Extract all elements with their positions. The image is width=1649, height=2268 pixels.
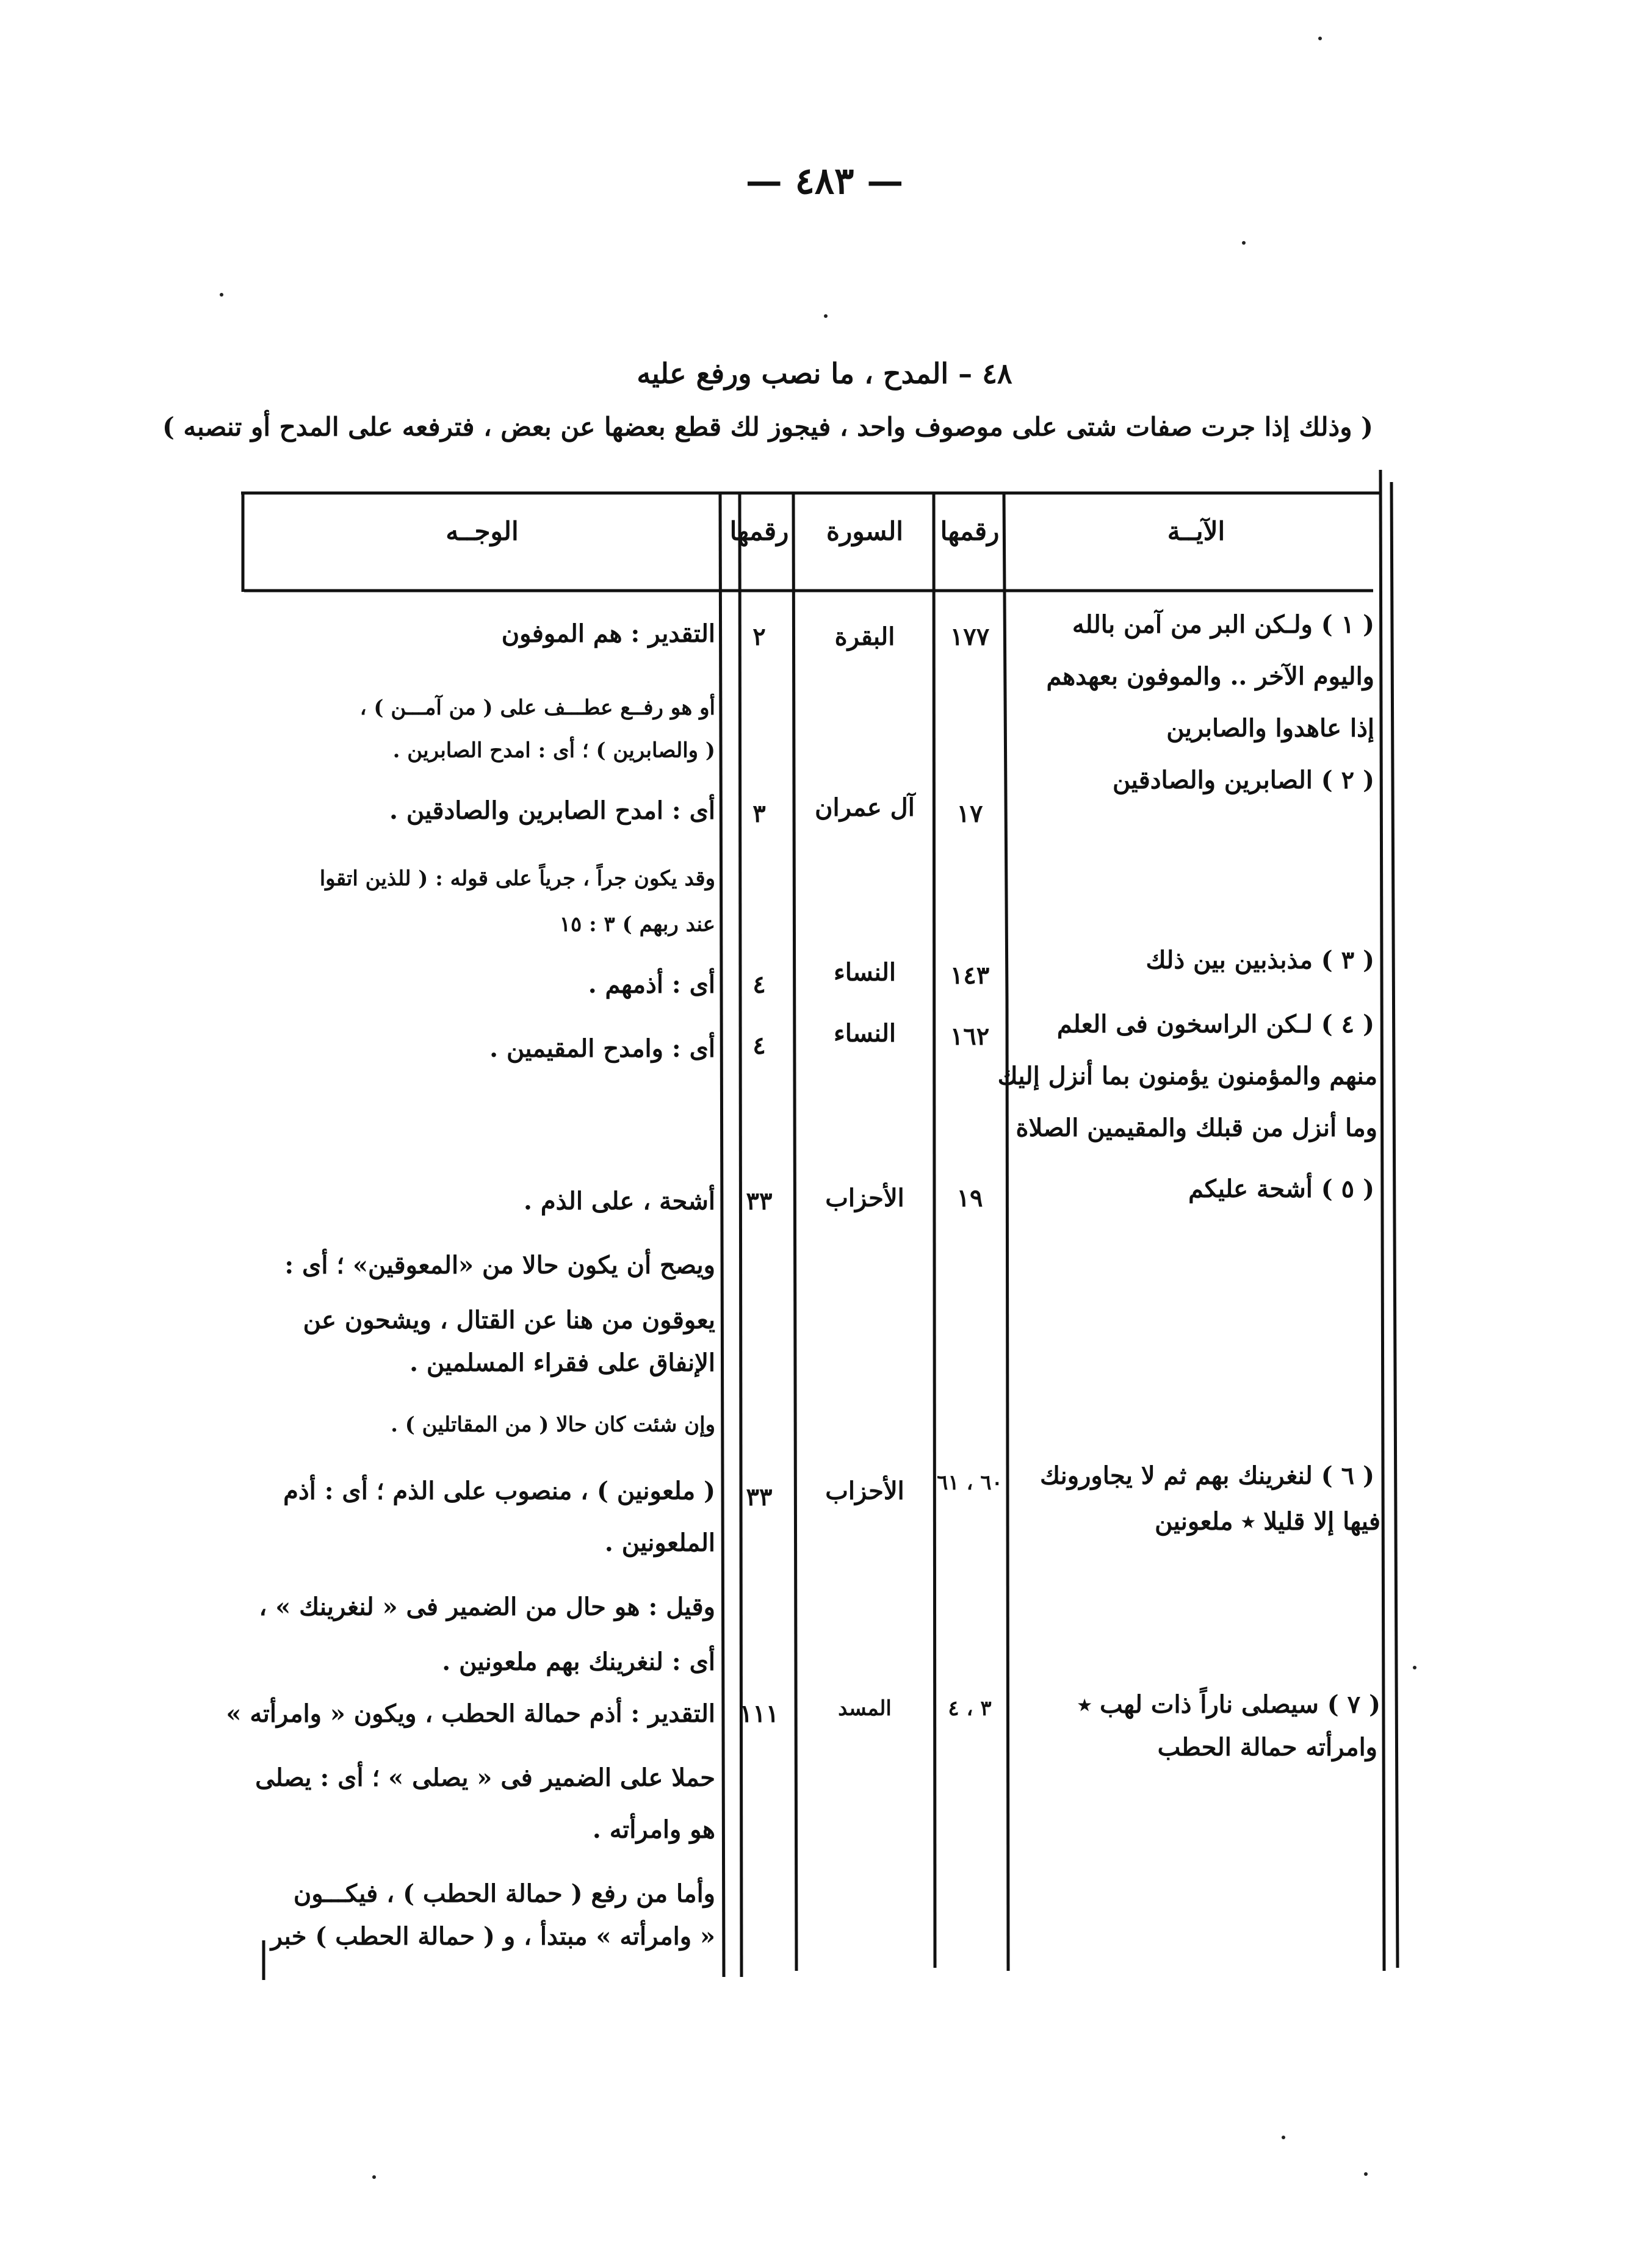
- scan-speck: [372, 2175, 376, 2179]
- row3-ayah-line1: ( ٣ ) مذبذبين بين ذلك: [1146, 946, 1374, 974]
- row2-surah-number: ٣: [752, 799, 766, 828]
- section-note: ( وذلك إذا جرت صفات شتى على موصوف واحد ، فيجوز لك قطع بعضها عن بعض ، فترفعه على المدح أو تنصبه ): [162, 412, 1373, 442]
- row5-wajh-line5: وإن شئت كان حالا ( من المقاتلين ) .: [391, 1413, 715, 1437]
- row7-wajh-line4: وأما من رفع ( حمالة الحطب ) ، فيكـــون: [293, 1879, 715, 1908]
- row7-surah: المسد: [838, 1696, 892, 1721]
- row2-ayah-line1: ( ٢ ) الصابرين والصادقين: [1113, 766, 1374, 794]
- row7-ayah-number: ٣ ، ٤: [948, 1696, 992, 1721]
- row1-ayah-line1: ( ١ ) ولـكن البر من آمن بالله: [1072, 610, 1374, 639]
- row6-ayah-number: ٦٠ ، ٦١: [937, 1471, 1003, 1495]
- row1-wajh-line1: التقدير : هم الموفون: [501, 619, 715, 648]
- row7-wajh-line3: هو وامرأته .: [592, 1815, 715, 1844]
- row1-ayah-number: ١٧٧: [950, 622, 990, 651]
- row3-surah: النساء: [833, 958, 897, 987]
- row6-wajh-line4: أى : لنغرينك بهم ملعونين .: [442, 1647, 715, 1676]
- header-wajh: الوجــه: [446, 516, 519, 546]
- row1-wajh-line2: أو هو رفــع عطـــف على ( من آمـــن ) ،: [359, 696, 715, 720]
- row3-surah-number: ٤: [752, 970, 766, 999]
- row4-ayah-number: ١٦٢: [950, 1022, 990, 1051]
- scan-speck: [1413, 1666, 1416, 1669]
- row1-ayah-line2: واليوم الآخر .. والموفون بعهدهم: [1046, 662, 1374, 691]
- row7-ayah-line1: ( ٧ ) سيصلى ناراً ذات لهب ٭: [1078, 1690, 1380, 1719]
- row5-wajh-line2: ويصح أن يكون حالا من «المعوقين» ؛ أى :: [284, 1251, 715, 1280]
- row6-wajh-line1: ( ملعونين ) ، منصوب على الذم ؛ أى : أذم: [283, 1477, 715, 1505]
- row5-wajh-line4: الإنفاق على فقراء المسلمين .: [410, 1348, 715, 1377]
- scan-speck: [220, 293, 223, 297]
- row4-surah-number: ٤: [752, 1031, 766, 1060]
- row6-ayah-line2: فيها إلا قليلا ٭ ملعونين: [1155, 1507, 1380, 1536]
- row1-surah: البقرة: [834, 622, 895, 651]
- row7-wajh-line2: حملا على الضمير فى « يصلى » ؛ أى : يصلى: [255, 1763, 715, 1792]
- row6-wajh-line3: وقيل : هو حال من الضمير فى « لنغرينك » ،: [259, 1593, 715, 1621]
- row1-ayah-line3: إذا عاهدوا والصابرين: [1166, 714, 1374, 743]
- scan-speck: [1282, 2136, 1285, 2139]
- row2-wajh-line2: وقد يكون جراً ، جرياً على قوله : ( للذين اتقوا: [319, 866, 715, 891]
- row6-wajh-line2: الملعونين .: [604, 1528, 715, 1557]
- row6-surah: الأحزاب: [825, 1477, 904, 1505]
- row5-surah: الأحزاب: [825, 1184, 904, 1212]
- row5-wajh-line1: أشحة ، على الذم .: [524, 1187, 715, 1215]
- header-surah: السورة: [826, 516, 903, 546]
- row7-wajh-line5: « وامرأته » مبتدأ ، و ( حمالة الحطب ) خبر: [270, 1922, 715, 1951]
- row7-ayah-line2: وامرأته حمالة الحطب: [1157, 1733, 1377, 1762]
- row3-wajh-line1: أى : أذمهم .: [588, 970, 715, 999]
- row7-surah-number: ١١١: [739, 1699, 779, 1728]
- row5-ayah-number: ١٩: [956, 1184, 983, 1212]
- row4-wajh-line1: أى : وامدح المقيمين .: [489, 1034, 715, 1063]
- row6-surah-number: ٣٣: [746, 1483, 773, 1511]
- row5-wajh-line3: يعوقون من هنا عن القتال ، ويشحون عن: [303, 1306, 715, 1334]
- row3-ayah-number: ١٤٣: [950, 961, 990, 990]
- row2-surah: آل عمران: [815, 793, 915, 822]
- page-number: — ٤٨٣ —: [745, 160, 904, 203]
- header-surah-number: رقمها: [729, 516, 789, 546]
- scan-speck: [1364, 2172, 1368, 2176]
- scan-speck: [824, 314, 828, 318]
- header-ayah-number: رقمها: [940, 516, 1000, 546]
- row4-ayah-line2: منهم والمؤمنون يؤمنون بما أنزل إليك: [997, 1062, 1377, 1090]
- row6-ayah-line1: ( ٦ ) لنغرينك بهم ثم لا يجاورونك: [1039, 1461, 1374, 1490]
- row4-surah: النساء: [833, 1019, 897, 1048]
- row1-wajh-line3: ( والصابرين ) ؛ أى : امدح الصابرين .: [392, 738, 715, 763]
- scan-speck: [1318, 37, 1322, 40]
- row5-surah-number: ٣٣: [746, 1187, 773, 1215]
- header-ayah: الآيــة: [1167, 516, 1225, 546]
- row4-ayah-line3: وما أنزل من قبلك والمقيمين الصلاة: [1016, 1114, 1377, 1142]
- row2-wajh-line1: أى : امدح الصابرين والصادقين .: [389, 796, 715, 825]
- section-title: ٤٨ – المدح ، ما نصب ورفع عليه: [637, 357, 1012, 390]
- row7-wajh-line1: التقدير : أذم حمالة الحطب ، ويكون « وامرأته »: [226, 1699, 715, 1728]
- row1-surah-number: ٢: [752, 622, 766, 651]
- row2-wajh-line3: عند ربهم ) ٣ : ١٥: [559, 912, 715, 937]
- row2-ayah-number: ١٧: [956, 799, 983, 828]
- row4-ayah-line1: ( ٤ ) لـكن الراسخون فى العلم: [1056, 1010, 1374, 1039]
- row5-ayah-line1: ( ٥ ) أشحة عليكم: [1188, 1175, 1374, 1203]
- scan-speck: [1242, 241, 1246, 245]
